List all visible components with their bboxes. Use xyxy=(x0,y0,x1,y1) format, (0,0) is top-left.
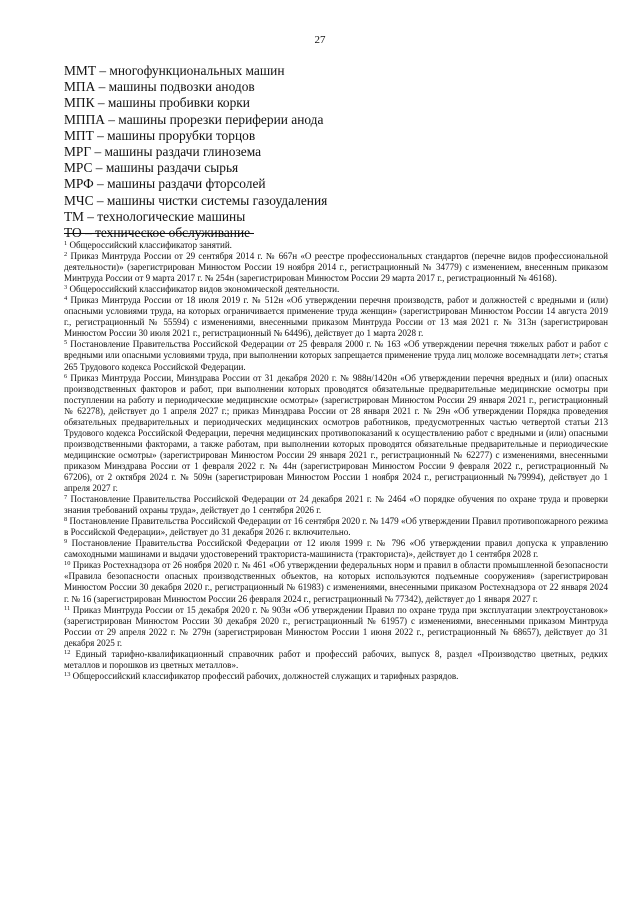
footnote-marker: 3 xyxy=(64,284,68,292)
footnote-9 xyxy=(64,538,608,560)
footnote-marker: 10 xyxy=(64,560,71,568)
footnote-marker: 7 xyxy=(64,494,68,502)
footnote-marker: 1 xyxy=(64,240,68,247)
footnote-text: Общероссийский классификатор профессий рабочих, должностей служащих и тарифных разрядов. xyxy=(72,670,459,681)
page-number: 27 xyxy=(314,34,326,46)
footnote-text: Приказ Минтруда России, Минздрава России от 31 декабря 2020 г. № 988н/1420н «Об утверждении перечня вредных и (или) опасных производственных факторов и работ, при выполнении которых проводятся обязательные предварительные медицинские осмотры при поступлении на работу и периодические медицинские осмотры» (зарегистрирован Минюстом России 29 января 2021 г., регистрационный № 62278), действует до 1 апреля 2027 г.; приказ Минздрава России от 28 января 2021 г. № 29н «Об утверждении Порядка проведения обязательных предварительных и периодических медицинских осмотров работников, предусмотренных частью четвертой статьи 213 Трудового кодекса Российской Федерации, перечня медицинских противопоказаний к осуществлению работ с вредными и (или) опасными производственными факторами, а также работам, при выполнении которых проводятся обязательные предварительные и периодические медицинские осмотры» (зарегистрирован Минюстом России 29 января 2021 г., регистрационный № 62277) с изменениями, внесенными приказом Минздрава России от 1 февраля 2022 г. № 44н (зарегистрирован Минюстом России 9 февраля 2022 г., регистрационный № 67206), от 2 октября 2024 г. № 509н (зарегистрирован Минюстом России 1 ноября 2024 г., регистрационный №79994), действует до 1 апреля 2027 г. xyxy=(64,372,608,494)
footnote-text: Постановление Правительства Российской Федерации от 24 декабря 2021 г. № 2464 «О порядке обучения по охране труда и проверки знания требований охраны труда», действует до 1 сентября 2026 г. xyxy=(64,494,608,516)
footnote-marker: 4 xyxy=(64,295,68,303)
footnote-marker: 9 xyxy=(64,538,68,546)
footnote-7 xyxy=(64,494,608,516)
footnote-text: Постановление Правительства Российской Федерации от 25 февраля 2000 г. № 163 «Об утверждении перечня тяжелых работ и работ с вредными или опасными условиями труда, при выполнении которых запрещается применение труда лиц моложе восемнадцати лет»; статья 265 Трудового кодекса Российской Федерации. xyxy=(64,339,608,372)
abbreviation-list xyxy=(64,63,584,241)
abbreviation-item: ТМ – технологические машины xyxy=(64,208,246,224)
abbreviation-item: МПА – машины подвозки анодов xyxy=(64,79,255,95)
footnote-marker: 13 xyxy=(64,670,71,678)
footnote-text: Приказ Ростехнадзора от 26 ноября 2020 г. № 461 «Об утверждении федеральных норм и правил в области промышленной безопасности «Правила безопасности опасных производственных объектов, на которых используются подъемные сооружения» (зарегистрирован Минюстом России 30 декабря 2020 г., регистрационный № 61983) с изменениями, внесенными приказом Ростехнадзора от 22 января 2024 г. № 16 (зарегистрирован Минюстом России 26 февраля 2024 г., регистрационный № 77342), действует до 1 января 2027 г. xyxy=(64,560,608,604)
footnote-4 xyxy=(64,295,608,339)
footnote-text: Единый тарифно-квалификационный справочник работ и профессий рабочих, выпуск 8, раздел «Производство цветных, редких металлов и порошков из цветных металлов». xyxy=(64,648,608,670)
footnote-11 xyxy=(64,605,608,649)
footnote-marker: 6 xyxy=(64,372,68,380)
footnote-marker: 11 xyxy=(64,604,71,612)
footnote-5 xyxy=(64,339,608,372)
footnote-2 xyxy=(64,251,608,284)
footnote-marker: 12 xyxy=(64,648,71,656)
abbreviation-item: МРС – машины раздачи сырья xyxy=(64,160,239,176)
footnotes-section xyxy=(64,240,608,682)
footnote-text: Общероссийский классификатор видов экономической деятельности. xyxy=(69,284,340,295)
footnote-marker: 5 xyxy=(64,339,68,347)
abbreviation-item: ТО – техническое обслуживание xyxy=(64,225,251,241)
footnote-marker: 2 xyxy=(64,251,68,259)
abbreviation-item: МПТ – машины прорубки торцов xyxy=(64,127,256,143)
abbreviation-item: ММТ – многофункциональных машин xyxy=(64,63,285,78)
footnote-10 xyxy=(64,560,608,604)
abbreviation-item: МРФ – машины раздачи фторсолей xyxy=(64,176,266,192)
footnote-1 xyxy=(64,240,608,251)
footnote-text: Приказ Минтруда России от 29 сентября 2014 г. № 667н «О реестре профессиональных стандартов (перечне видов профессиональной деятельности)» (зарегистрирован Минюстом России 19 ноября 2014 г., регистрационный № 34779) с изменением, внесенным приказом Минтруда России от 9 марта 2017 г. № 254н (зарегистрирован Минюстом России 29 марта 2017 г., регистрационный № 46168). xyxy=(64,251,608,284)
footnote-text: Приказ Минтруда России от 15 декабря 2020 г. № 903н «Об утверждении Правил по охране труда при эксплуатации электроустановок» (зарегистрирован Минюстом России 30 декабря 2020 г., регистрационный № 61957) с изменениями, внесенными приказом Минтруда России от 29 апреля 2022 г. № 279н (зарегистрирован Минюстом России 1 июня 2022 г., регистрационный № 68657), действует до 31 декабря 2025 г. xyxy=(64,604,608,648)
abbreviation-item: МЧС – машины чистки системы газоудаления xyxy=(64,192,328,208)
footnote-text: Постановление Правительства Российской Федерации от 12 июля 1999 г. № 796 «Об утверждении правил допуска к управлению самоходными машинами и выдачи удостоверений тракториста-машиниста (тракториста)», действует до 1 сентября 2028 г. xyxy=(64,538,608,560)
footnote-8 xyxy=(64,516,608,538)
abbreviation-item: МПК – машины пробивки корки xyxy=(64,95,250,111)
footnote-text: Общероссийский классификатор занятий. xyxy=(69,240,232,250)
footnote-3 xyxy=(64,284,608,295)
footnote-text: Постановление Правительства Российской Федерации от 16 сентября 2020 г. № 1479 «Об утверждении Правил противопожарного режима в Российской Федерации», действует до 31 декабря 2026 г. включительно. xyxy=(64,516,608,538)
abbreviation-item: МППА – машины прорезки периферии анода xyxy=(64,111,324,127)
footnote-divider xyxy=(64,233,254,234)
footnote-6 xyxy=(64,373,608,495)
footnote-marker: 8 xyxy=(64,516,68,524)
footnote-12 xyxy=(64,649,608,671)
footnote-text: Приказ Минтруда России от 18 июля 2019 г. № 512н «Об утверждении перечня производств, работ и должностей с вредными и (или) опасными условиями труда, на которых ограничивается применение труда женщин» (зарегистрирован Минюстом России 14 августа 2019 г., регистрационный № 55594) с изменениями, внесенными приказом Минтруда России от 13 мая 2021 г. № 313н (зарегистрирован Минюстом России 30 июля 2021 г., регистрационный № 64496), действует до 1 марта 2028 г. xyxy=(64,295,608,339)
abbreviation-item: МРГ – машины раздачи глинозема xyxy=(64,144,262,160)
footnote-13 xyxy=(64,671,608,682)
